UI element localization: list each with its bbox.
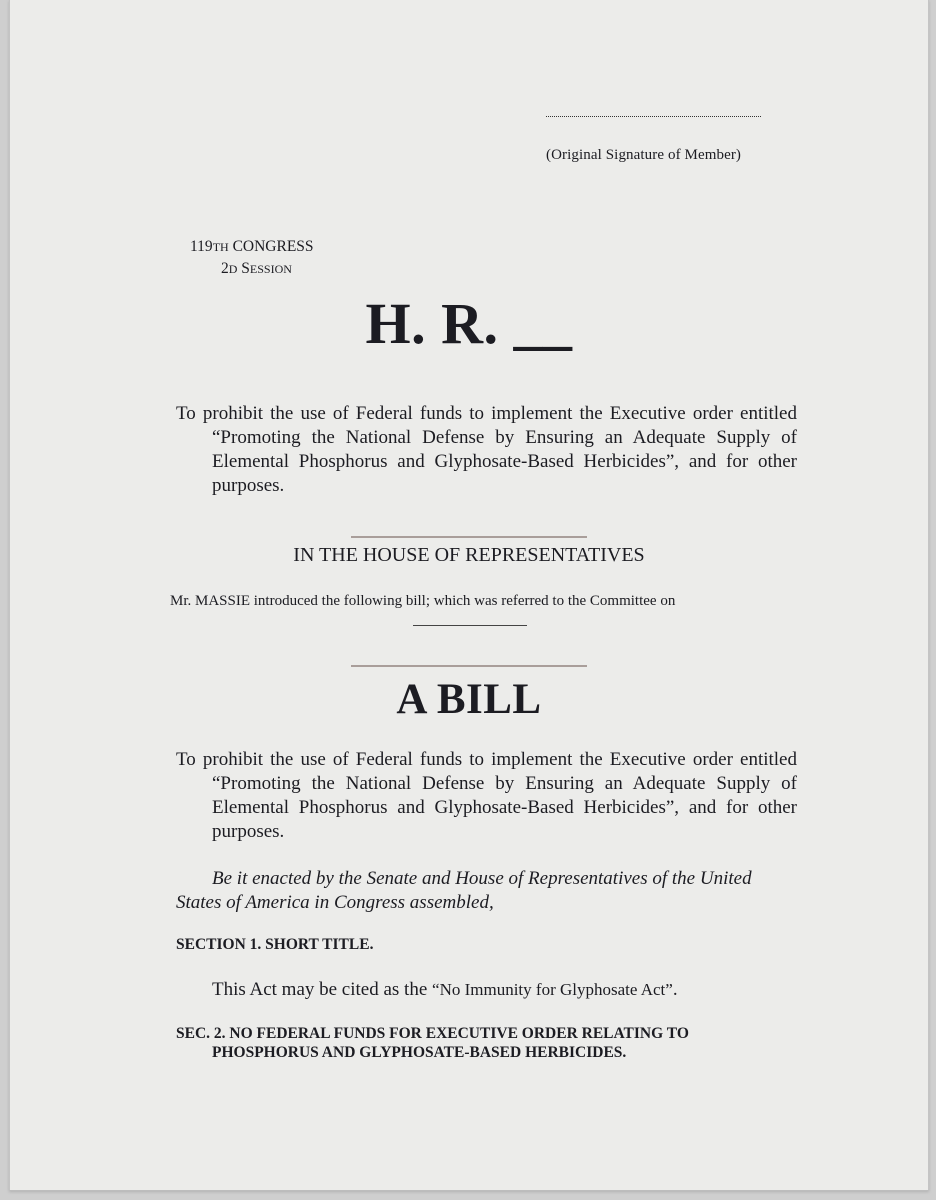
a-bill-heading: A BILL: [396, 676, 542, 723]
long-title-repeat: To prohibit the use of Federal funds to implement the Executive order entitled “Promoting the National Defense by Ensuring an Adequate Supply of Elemental Phosphorus and Glyphosate-Based Herbicides”, and for other purposes.: [176, 749, 797, 842]
chamber-heading: IN THE HOUSE OF REPRESENTATIVES: [293, 544, 645, 566]
section-1-text: This Act may be cited as the “No Immunity for Glyphosate Act”.: [212, 979, 678, 1000]
divider-rule: [351, 665, 587, 667]
long-title: To prohibit the use of Federal funds to implement the Executive order entitled “Promoting the National Defense by Ensuring an Adequate Supply of Elemental Phosphorus and Glyphosate-Based Herbicides”, and for other purposes.: [176, 403, 797, 496]
divider-rule: [351, 536, 587, 538]
signature-line: [546, 108, 761, 117]
bill-document-page: [9, 0, 929, 1191]
bill-number-title: H. R. __: [365, 291, 573, 356]
congress-session-block: [190, 236, 314, 280]
congress-number: 119TH CONGRESS: [190, 238, 314, 255]
introduction-statement: Mr. MASSIE introduced the following bill; which was referred to the Committee on: [170, 593, 676, 609]
short-title: “No Immunity for Glyphosate Act”: [432, 980, 673, 999]
session-number: 2D SESSION: [221, 260, 292, 277]
signature-caption: (Original Signature of Member): [546, 147, 742, 163]
section-1-heading: SECTION 1. SHORT TITLE.: [176, 936, 374, 953]
committee-blank-line: [413, 625, 527, 626]
enacting-clause: Be it enacted by the Senate and House of Representatives of the United States of America in Congress assembled,: [176, 868, 752, 913]
section-2-heading: SEC. 2. NO FEDERAL FUNDS FOR EXECUTIVE ORDER RELATING TO PHOSPHORUS AND GLYPHOSATE-BASED HERBICIDES.: [176, 1025, 689, 1061]
